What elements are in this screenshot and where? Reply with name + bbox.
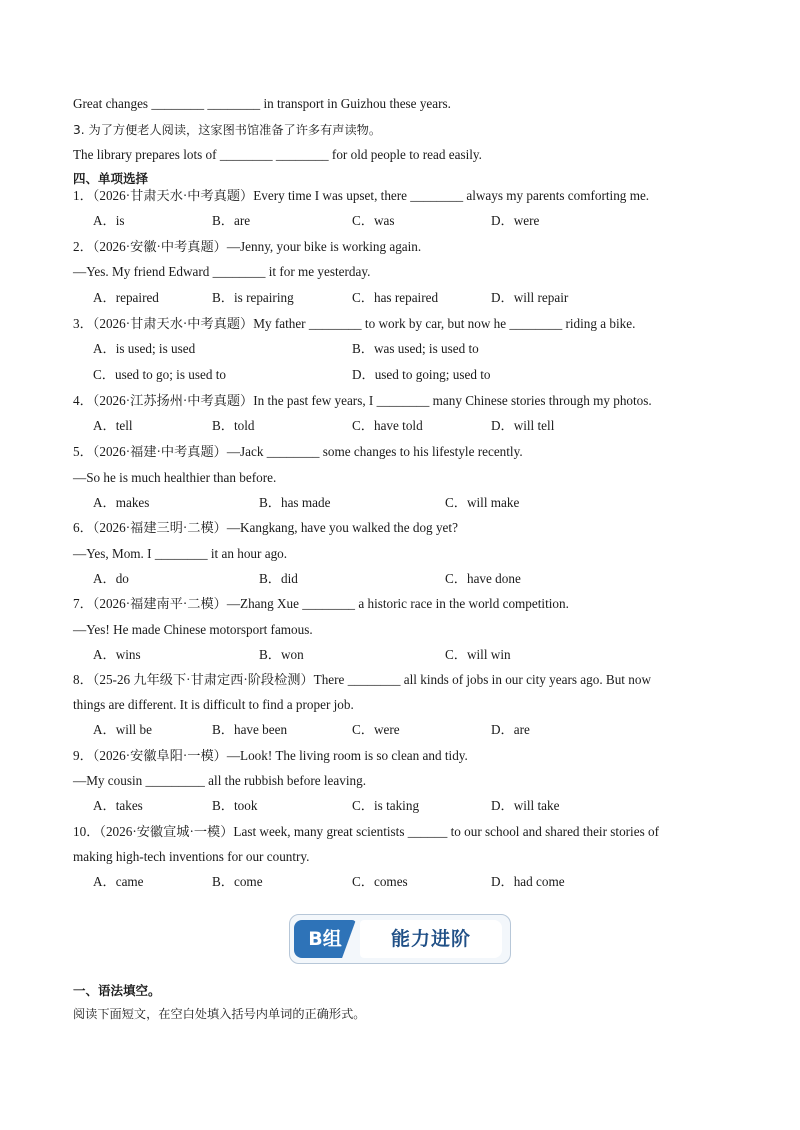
section-instruction: 阅读下面短文，在空白处填入括号内单词的正确形式。 [73, 1007, 366, 1021]
option: B．told [212, 418, 255, 433]
option: B．did [259, 571, 298, 586]
section-title: 一、语法填空。 [73, 983, 161, 998]
option: C．will make [445, 495, 520, 510]
question-stem: 2．（2026·安徽·中考真题）—Jenny, your bike is working again. [73, 239, 422, 254]
option: A．came [93, 874, 144, 889]
option: A．will be [93, 722, 152, 737]
question-stem: 3．（2026·甘肃天水·中考真题）My father ________ to work by car, but now he ________ riding a bike. [73, 316, 636, 331]
question-stem: 8．（25-26 九年级下·甘肃定西·阶段检测）There ________ all kinds of jobs in our city years ago. But now [73, 672, 651, 687]
option: A．do [93, 571, 129, 586]
option: A．tell [93, 418, 133, 433]
option: A．makes [93, 495, 150, 510]
option: B．have been [212, 722, 288, 737]
option: B．has made [259, 495, 331, 510]
option: C．have told [352, 418, 423, 433]
option: D．are [491, 722, 530, 737]
question-stem: 5．（2026·福建·中考真题）—Jack ________ some changes to his lifestyle recently. [73, 444, 523, 459]
option: C．comes [352, 874, 408, 889]
question-stem: —Yes. My friend Edward ________ it for me yesterday. [73, 264, 371, 279]
question-stem: things are different. It is difficult to find a proper job. [73, 697, 354, 712]
option: D．will take [491, 798, 560, 813]
question-stem: 9．（2026·安徽阜阳·一模）—Look! The living room is so clean and tidy. [73, 748, 468, 763]
option: D．were [491, 213, 540, 228]
option: A．is [93, 213, 125, 228]
group-b-banner [289, 914, 511, 964]
fill-blank-line: The library prepares lots of ________ ________ for old people to read easily. [73, 147, 482, 162]
option: C．used to go; is used to [93, 367, 226, 382]
question-stem: 10．（2026·安徽宣城·一模）Last week, many great scientists ______ to our school and shared their stories of [73, 824, 659, 839]
question-stem: making high-tech inventions for our country. [73, 849, 310, 864]
question-stem: —So he is much healthier than before. [73, 470, 277, 485]
option: B．is repairing [212, 290, 294, 305]
option: C．has repaired [352, 290, 439, 305]
option: B．was used; is used to [352, 341, 479, 356]
option: A．wins [93, 647, 141, 662]
option: D．had come [491, 874, 565, 889]
question-stem: 6．（2026·福建三明·二模）—Kangkang, have you walked the dog yet? [73, 520, 458, 535]
question-stem: —My cousin _________ all the rubbish before leaving. [73, 773, 367, 788]
question-stem: —Yes, Mom. I ________ it an hour ago. [73, 546, 288, 561]
option: B．took [212, 798, 258, 813]
option: C．is taking [352, 798, 420, 813]
option: C．have done [445, 571, 521, 586]
option: C．will win [445, 647, 511, 662]
section-title: 四、单项选择 [73, 171, 149, 186]
option: A．is used; is used [93, 341, 196, 356]
option: D．will repair [491, 290, 569, 305]
banner-title: 能力进阶 [360, 920, 502, 958]
banner-group-label: B组 [294, 920, 356, 958]
option: B．won [259, 647, 304, 662]
option: D．used to going; used to [352, 367, 491, 382]
question-stem: 1．（2026·甘肃天水·中考真题）Every time I was upset, there ________ always my parents comforting me. [73, 188, 650, 203]
question-stem: 4．（2026·江苏扬州·中考真题）In the past few years, I ________ many Chinese stories through my photos. [73, 393, 652, 408]
option: D．will tell [491, 418, 555, 433]
option: B．come [212, 874, 263, 889]
question-stem: —Yes! He made Chinese motorsport famous. [73, 622, 313, 637]
option: C．were [352, 722, 400, 737]
question-stem: 7．（2026·福建南平·二模）—Zhang Xue ________ a historic race in the world competition. [73, 596, 569, 611]
option: C．was [352, 213, 395, 228]
option: A．repaired [93, 290, 159, 305]
fill-blank-line: Great changes ________ ________ in transport in Guizhou these years. [73, 96, 451, 111]
option: A．takes [93, 798, 143, 813]
translation-prompt: 3. 为了方便老人阅读，这家图书馆准备了许多有声读物。 [73, 123, 382, 137]
option: B．are [212, 213, 251, 228]
